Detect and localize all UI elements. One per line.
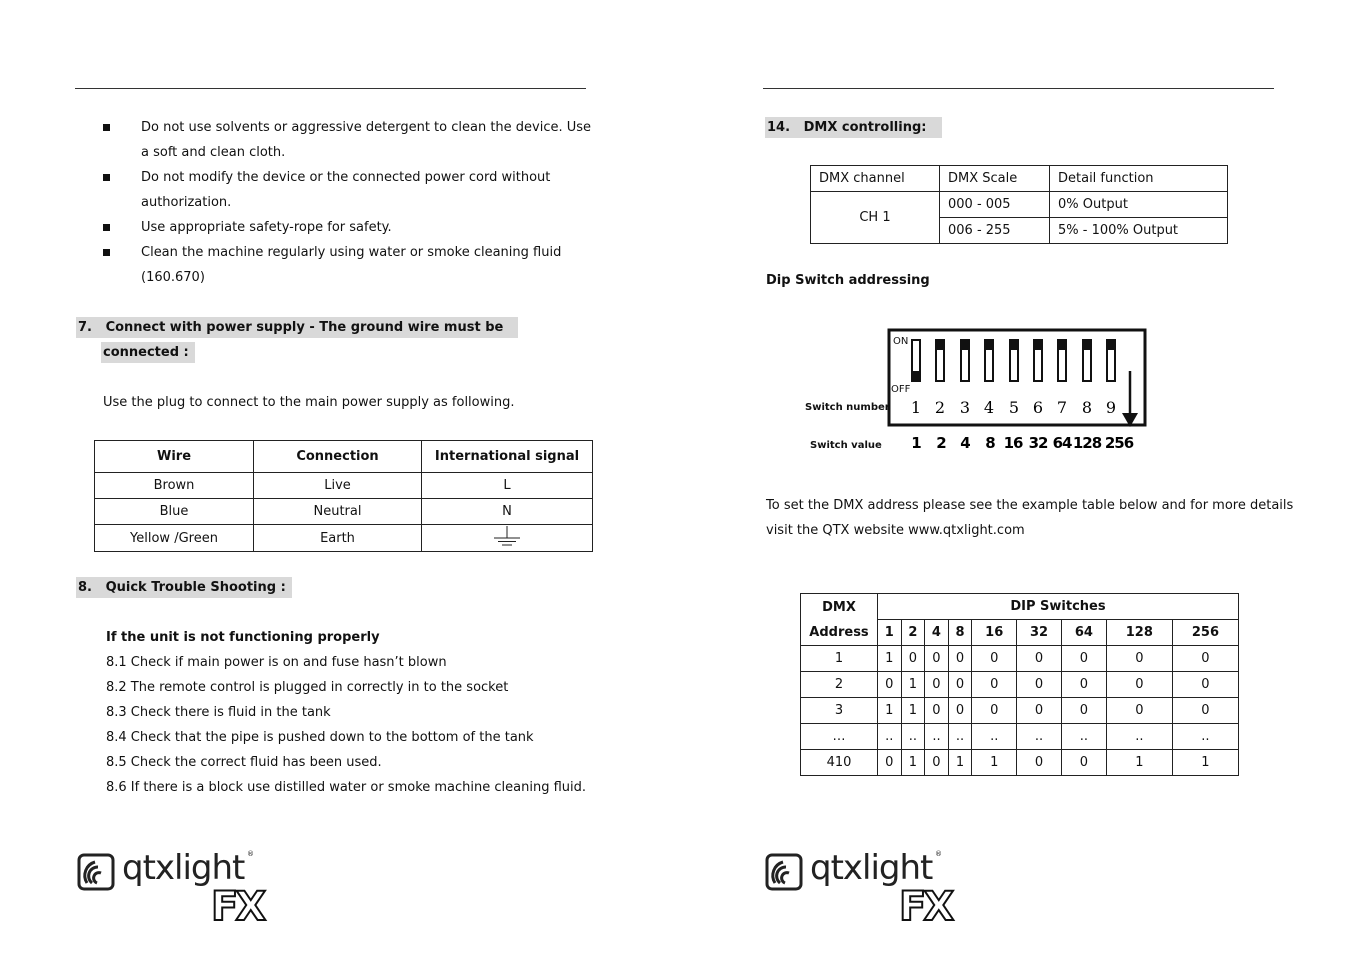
- table-header: 8: [948, 620, 972, 646]
- table-row: [811, 166, 1228, 192]
- dip-switch-5: [1010, 340, 1018, 381]
- table-cell: ..: [1172, 724, 1238, 750]
- table-cell: 1: [901, 750, 925, 776]
- section14-heading: 14. DMX controlling:: [765, 115, 942, 140]
- switch-knob: [1011, 341, 1017, 350]
- switch-knob: [1035, 341, 1041, 350]
- switch-value: 64: [1052, 434, 1072, 452]
- table-cell: 0: [878, 750, 902, 776]
- bullet-square-icon: [103, 249, 110, 256]
- dip-switch-6: [1034, 340, 1042, 381]
- table-cell: ..: [901, 724, 925, 750]
- table-cell: 1: [948, 750, 972, 776]
- switch-value: 256: [1104, 434, 1134, 452]
- trademark-mark: ®: [935, 850, 942, 858]
- section7-intro: Use the plug to connect to the main power supply as following.: [103, 395, 515, 410]
- table-cell: 0: [1017, 672, 1062, 698]
- list-item: 8.4 Check that the pipe is pushed down to the bottom of the tank: [106, 730, 534, 745]
- table-header: 16: [972, 620, 1017, 646]
- table-cell: 0: [1061, 672, 1106, 698]
- table-cell: 0: [1106, 672, 1172, 698]
- table-row: CH 1 000 - 005 0% Output: [811, 192, 1228, 218]
- dip-table-body: [801, 646, 1239, 776]
- table-cell: 1: [878, 646, 902, 672]
- table-cell: ..: [1017, 724, 1062, 750]
- switch-number: 3: [959, 398, 971, 417]
- table-cell: 0: [948, 672, 972, 698]
- table-cell: 0: [925, 698, 949, 724]
- switch-knob: [986, 341, 992, 350]
- switch-knob: [1108, 341, 1114, 350]
- table-cell: 0: [925, 672, 949, 698]
- switch-number: 8: [1081, 398, 1093, 417]
- on-label: ON: [893, 336, 909, 347]
- switch-number-label: Switch number: [805, 402, 890, 413]
- switch-knob: [913, 371, 919, 380]
- list-item: Do not use solvents or aggressive detergent to clean the device. Use a soft and clean cloth.: [103, 115, 593, 165]
- table-cell: …: [801, 724, 878, 750]
- table-cell: 0: [1017, 646, 1062, 672]
- dip-address-table: [800, 593, 1239, 776]
- switch-number: 2: [934, 398, 946, 417]
- logo-fx: FX: [211, 884, 264, 930]
- table-header: 256: [1172, 620, 1238, 646]
- table-row: [801, 724, 1239, 750]
- table-header: DIP Switches: [878, 594, 1239, 620]
- table-cell: 0: [948, 698, 972, 724]
- table-cell: 0: [1017, 750, 1062, 776]
- table-row: [801, 698, 1239, 724]
- section8-subtitle: If the unit is not functioning properly: [106, 630, 380, 645]
- switch-knob: [1059, 341, 1065, 350]
- dmx-table: [810, 165, 1228, 244]
- table-cell: 3: [801, 698, 878, 724]
- dip-switch-1: [912, 340, 920, 381]
- speaker-swirl-icon: [77, 853, 115, 891]
- table-cell: 0: [1061, 646, 1106, 672]
- table-cell: 1: [801, 646, 878, 672]
- list-item: Do not modify the device or the connected power cord without authorization.: [103, 165, 593, 215]
- switch-number: 6: [1032, 398, 1044, 417]
- table-header: DMX Scale: [940, 166, 1050, 192]
- left-header-rule: [75, 88, 586, 89]
- logo-fx: FX: [899, 884, 952, 930]
- table-cell: 1: [901, 672, 925, 698]
- table-header: 128: [1106, 620, 1172, 646]
- list-item: 8.3 Check there is fluid in the tank: [106, 705, 331, 720]
- dip-switch-3: [961, 340, 969, 381]
- switch-value: 8: [985, 434, 995, 452]
- table-cell: 0: [1172, 698, 1238, 724]
- switch-number: 4: [983, 398, 995, 417]
- switch-number: 5: [1008, 398, 1020, 417]
- table-cell: 1: [878, 698, 902, 724]
- list-item: 8.5 Check the correct fluid has been used.: [106, 755, 382, 770]
- table-cell: 2: [801, 672, 878, 698]
- bullet-square-icon: [103, 174, 110, 181]
- section8-heading: 8. Quick Trouble Shooting :: [76, 575, 292, 600]
- list-item: 8.1 Check if main power is on and fuse hasn’t blown: [106, 655, 447, 670]
- table-row: 006 - 255 5% - 100% Output: [811, 218, 1228, 244]
- list-item: 8.6 If there is a block use distilled water or smoke machine cleaning fluid.: [106, 780, 587, 795]
- table-header: Wire: [95, 441, 254, 473]
- logo-wordmark: qtxlight: [810, 848, 933, 888]
- switch-value-label: Switch value: [810, 440, 882, 451]
- speaker-swirl-icon: [765, 853, 803, 891]
- switch-knob: [962, 341, 968, 350]
- bullet-square-icon: [103, 124, 110, 131]
- dip-switch-diagram: [800, 325, 1150, 455]
- switch-value: 4: [960, 434, 970, 452]
- table-cell: 0: [901, 646, 925, 672]
- switch-knob: [1084, 341, 1090, 350]
- table-header: 32: [1017, 620, 1062, 646]
- dip-switch-9: [1107, 340, 1115, 381]
- dip-switch-heading: Dip Switch addressing: [766, 273, 930, 288]
- trademark-mark: ®: [247, 850, 254, 858]
- dip-switch-8: [1083, 340, 1091, 381]
- address-info-line2: visit the QTX website www.qtxlight.com: [766, 523, 1025, 538]
- list-item: Use appropriate safety-rope for safety.: [103, 215, 593, 240]
- switch-value: 2: [936, 434, 946, 452]
- table-cell: 0: [1017, 698, 1062, 724]
- dip-switch-2: [936, 340, 944, 381]
- table-cell: 1: [972, 750, 1017, 776]
- table-header: 4: [925, 620, 949, 646]
- switch-knob: [937, 341, 943, 350]
- address-info-line1: To set the DMX address please see the example table below and for more details: [766, 498, 1294, 513]
- table-cell: 0: [1106, 646, 1172, 672]
- switch-value: 16: [1003, 434, 1023, 452]
- table-header: 64: [1061, 620, 1106, 646]
- right-header-rule: [763, 88, 1274, 89]
- switch-number: 1: [910, 398, 922, 417]
- wire-table: [94, 440, 593, 552]
- table-row: Blue Neutral N: [95, 499, 593, 525]
- switch-number: 9: [1105, 398, 1117, 417]
- table-cell: 0: [948, 646, 972, 672]
- care-bullet-list: [103, 115, 593, 290]
- section7-heading: 7. Connect with power supply - The ground wire must be: [76, 315, 518, 340]
- table-cell: 0: [1172, 646, 1238, 672]
- section7-heading-line2: connected :: [101, 340, 195, 365]
- table-cell: ..: [878, 724, 902, 750]
- table-header: DMX channel: [811, 166, 940, 192]
- table-cell: ..: [925, 724, 949, 750]
- table-cell: ..: [972, 724, 1017, 750]
- switch-value: 32: [1028, 434, 1048, 452]
- switch-number: 7: [1056, 398, 1068, 417]
- table-cell: 0: [878, 672, 902, 698]
- table-cell: ..: [948, 724, 972, 750]
- table-row: [801, 594, 1239, 620]
- table-header: International signal: [422, 441, 593, 473]
- table-cell: 0: [972, 646, 1017, 672]
- table-cell: 1: [901, 698, 925, 724]
- dip-switch-7: [1058, 340, 1066, 381]
- off-label: OFF: [891, 384, 911, 395]
- table-cell: 0: [1172, 672, 1238, 698]
- table-cell: 410: [801, 750, 878, 776]
- table-cell: 0: [925, 750, 949, 776]
- switch-value: 128: [1072, 434, 1102, 452]
- list-item: 8.2 The remote control is plugged in correctly in to the socket: [106, 680, 509, 695]
- ground-symbol-icon: [493, 525, 521, 547]
- dip-switch-4: [985, 340, 993, 381]
- table-header: Connection: [254, 441, 422, 473]
- table-cell: 0: [972, 698, 1017, 724]
- table-cell: 0: [1061, 698, 1106, 724]
- table-cell: ..: [1061, 724, 1106, 750]
- bullet-square-icon: [103, 224, 110, 231]
- table-row: [801, 646, 1239, 672]
- table-header: DMX Address: [801, 594, 878, 646]
- table-cell: 0: [1106, 698, 1172, 724]
- table-row: Yellow /Green Earth: [95, 525, 593, 552]
- table-header: 1: [878, 620, 902, 646]
- table-row: [801, 750, 1239, 776]
- table-row: Brown Live L: [95, 473, 593, 499]
- table-cell: 0: [925, 646, 949, 672]
- table-header: Detail function: [1050, 166, 1228, 192]
- table-header: 2: [901, 620, 925, 646]
- brand-logo: [77, 850, 287, 940]
- table-cell: 1: [1172, 750, 1238, 776]
- table-cell: ..: [1106, 724, 1172, 750]
- table-cell: 1: [1106, 750, 1172, 776]
- switch-number-group: [911, 398, 1116, 417]
- switch-value-group: [911, 434, 1133, 452]
- table-cell: 0: [1061, 750, 1106, 776]
- logo-wordmark: qtxlight: [122, 848, 245, 888]
- dip-switch-group: [912, 340, 1115, 381]
- list-item: Clean the machine regularly using water or smoke cleaning fluid (160.670): [103, 240, 593, 290]
- brand-logo: [765, 850, 975, 940]
- table-cell: 0: [972, 672, 1017, 698]
- switch-value: 1: [911, 434, 921, 452]
- table-row: [801, 672, 1239, 698]
